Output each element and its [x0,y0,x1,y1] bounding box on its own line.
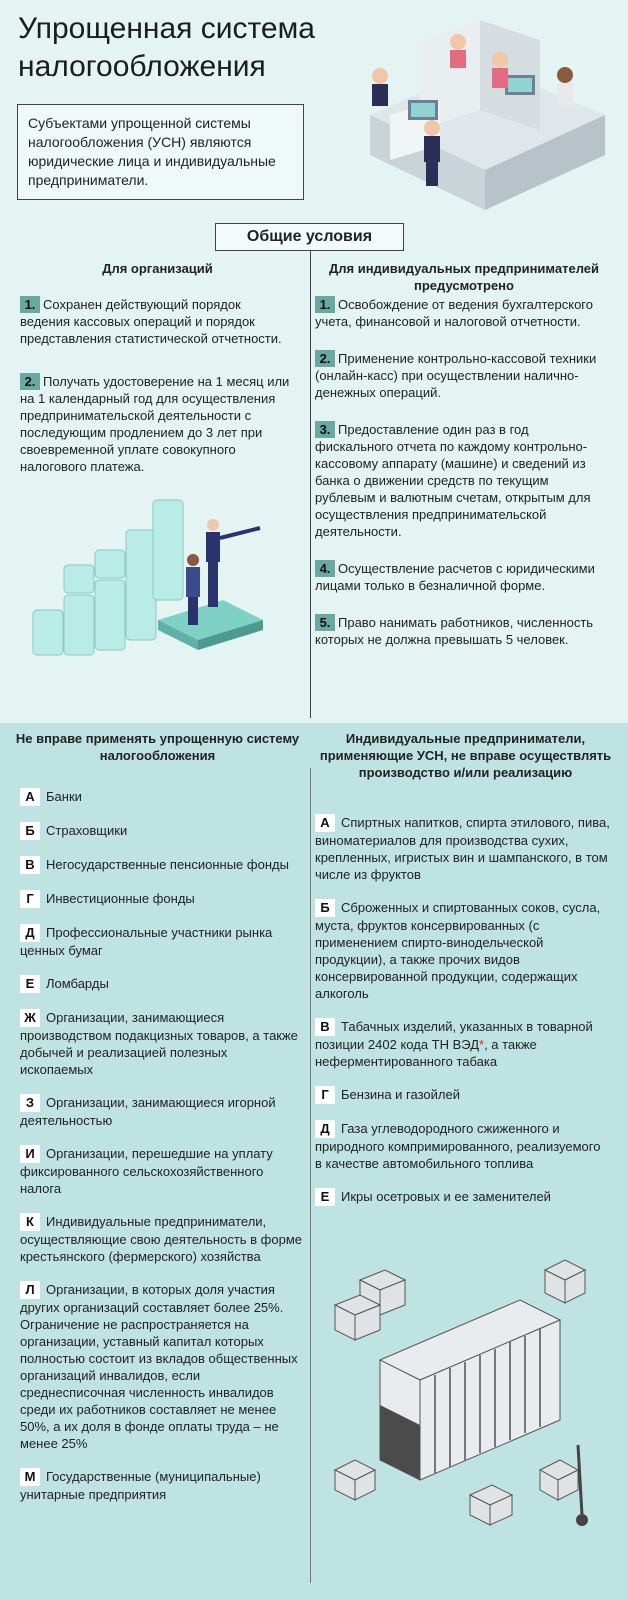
ip-item-1-number: 1. [315,296,335,313]
not-allowed-text-e: Ломбарды [46,976,109,991]
not-allowed-letter-k: К [20,1213,40,1231]
title-line-2: налогообложения [18,50,266,83]
not-allowed-text-i: Организации, перешедшие на уплату фиксированного сельскохозяйственного налога [20,1146,273,1196]
growth-chart-illustration [28,490,273,670]
ip-banned-item-a [315,814,610,883]
orgs-item-1-text: Сохранен действующий порядок ведения кассовых операций и порядок представления статистической отчетности. [20,297,282,346]
ip-item-1 [315,296,605,330]
column-divider [310,251,311,718]
footnote-asterisk: * [479,1037,485,1052]
not-allowed-item-b [20,822,302,840]
not-allowed-text-zh: Организации, занимающиеся производством подакцизных товаров, а также добычей и реализацией полезных ископаемых [20,1010,298,1077]
ip-banned-item-d [315,1120,610,1172]
ip-item-2-number: 2. [315,350,335,367]
office-workers-illustration [350,20,620,215]
ip-banned-text-b: Сброженных и спиртованных соков, сусла, муста, фруктов консервированных (с применением спирто-винодельческой продукции), а также прочих видов консервированной продукции, содержащих алкоголь [315,900,601,1001]
not-allowed-item-i [20,1145,302,1197]
not-allowed-item-g [20,890,302,908]
not-allowed-letter-m: М [20,1468,40,1486]
ip-banned-text-v: Табачных изделий, указанных в товарной позиции 2402 кода ТН ВЭД [315,1019,593,1052]
not-allowed-letter-b: Б [20,822,40,840]
ip-item-4-text: Осуществление расчетов с юридическими лицами только в безналичной форме. [315,561,595,593]
ip-banned-list [315,814,610,1206]
orgs-heading: Для организаций [102,261,213,276]
ip-item-3-number: 3. [315,421,335,438]
shipping-container-illustration [320,1255,610,1545]
not-allowed-letter-z: З [20,1094,40,1112]
ip-item-4 [315,560,605,594]
not-allowed-text-v: Негосударственные пенсионные фонды [46,857,289,872]
not-allowed-text-z: Организации, занимающиеся игорной деятельностью [20,1095,276,1128]
not-allowed-letter-v: В [20,856,40,874]
ip-item-1-text: Освобождение от ведения бухгалтерского учета, финансовой и налоговой отчетности. [315,297,593,329]
ip-banned-heading: Индивидуальные предприниматели, применяющие УСН, не вправе осуществлять производство и/или реализацию [319,731,612,780]
intro-box: Субъектами упрощенной системы налогообложения (УСН) являются юридические лица и индивидуальные предприниматели. [17,104,304,200]
ip-banned-text-v-after: , а также неферментированного табака [315,1037,537,1069]
ip-item-2-text: Применение контрольно-кассовой техники (онлайн-касс) при осуществлении налично-денежных операций. [315,351,597,400]
general-conditions-label: Общие условия [215,223,404,251]
ip-banned-text-a: Спиртных напитков, спирта этилового, пива, виноматериалов для производства сухих, крепленных, игристых вин и шампанского, в том числе из фруктов [315,815,610,882]
ip-item-3 [315,421,605,540]
orgs-list [20,296,292,475]
ip-heading: Для индивидуальных предпринимателей предусмотрено [328,261,600,293]
not-allowed-heading: Не вправе применять упрощенную систему налогообложения [15,731,300,763]
not-allowed-letter-e: Е [20,975,40,993]
orgs-item-2-number: 2. [20,373,40,390]
not-allowed-text-m: Государственные (муниципальные) унитарные предприятия [20,1469,261,1502]
not-allowed-item-d [20,924,302,959]
ip-banned-letter-v: В [315,1018,335,1036]
ip-banned-letter-g: Г [315,1086,335,1104]
not-allowed-text-l: Организации, в которых доля участия других организаций составляет более 25%. Ограничение не распространяется на организации, уставный капитал которых полностью состоит из вкладов общественных организаций инвалидов, если среднесписочная численность инвалидов среди их работников составляет не менее 50%, а их доля в фонде оплаты труда – не менее 25% [20,1282,298,1451]
title-line-1: Упрощенная система [18,12,315,45]
ip-item-5-number: 5. [315,614,335,631]
ip-banned-item-b [315,899,610,1002]
ip-list [315,296,605,648]
ip-banned-text-g: Бензина и газойлей [341,1087,460,1102]
not-allowed-text-a: Банки [46,789,82,804]
not-allowed-letter-l: Л [20,1281,40,1299]
not-allowed-list [20,788,302,1503]
not-allowed-item-a [20,788,302,806]
ip-item-4-number: 4. [315,560,335,577]
not-allowed-text-b: Страховщики [46,823,128,838]
not-allowed-item-m [20,1468,302,1503]
not-allowed-letter-a: А [20,788,40,806]
bottom-column-divider [310,768,311,1583]
ip-item-5-text: Право нанимать работников, численность которых не должна превышать 5 человек. [315,615,594,647]
not-allowed-text-g: Инвестиционные фонды [46,891,195,906]
ip-banned-item-e [315,1188,610,1206]
ip-banned-letter-b: Б [315,899,335,917]
not-allowed-item-k [20,1213,302,1265]
ip-banned-text-d: Газа углеводородного сжиженного и природного компримированного, реализуемого в качестве автомобильного топлива [315,1121,601,1171]
ip-banned-letter-e: Е [315,1188,335,1206]
not-allowed-text-d: Профессиональные участники рынка ценных бумаг [20,925,273,958]
not-allowed-text-k: Индивидуальные предприниматели, осуществляющие свою деятельность в форме крестьянского (фермерского) хозяйства [20,1214,303,1264]
not-allowed-letter-i: И [20,1145,40,1163]
ip-item-2 [315,350,605,401]
not-allowed-item-e [20,975,302,993]
ip-banned-letter-a: А [315,814,335,832]
orgs-item-1-number: 1. [20,296,40,313]
ip-banned-text-e: Икры осетровых и ее заменителей [341,1189,551,1204]
ip-banned-letter-d: Д [315,1120,335,1138]
not-allowed-letter-g: Г [20,890,40,908]
page-title [18,10,358,86]
not-allowed-item-z [20,1094,302,1129]
not-allowed-letter-d: Д [20,924,40,942]
ip-item-5 [315,614,605,648]
not-allowed-item-zh [20,1009,302,1078]
not-allowed-item-v [20,856,302,874]
orgs-item-1 [20,296,292,347]
not-allowed-item-l [20,1281,302,1452]
orgs-item-2 [20,373,292,475]
not-allowed-letter-zh: Ж [20,1009,40,1027]
orgs-item-2-text: Получать удостоверение на 1 месяц или на 1 календарный год для осуществления предпринимательской деятельности с последующим продлением до 3 лет при своевременной уплате совокупного налогового платежа. [20,374,290,474]
ip-banned-item-v [315,1018,610,1070]
ip-item-3-text: Предоставление один раз в год фискального отчета по каждому контрольно-кассовому аппарату (машине) и сведений из банка о движении средств по текущим рублевым и валютным счетам, открытым для осуществления предпринимательской деятельности. [315,422,591,539]
ip-banned-item-g [315,1086,610,1104]
